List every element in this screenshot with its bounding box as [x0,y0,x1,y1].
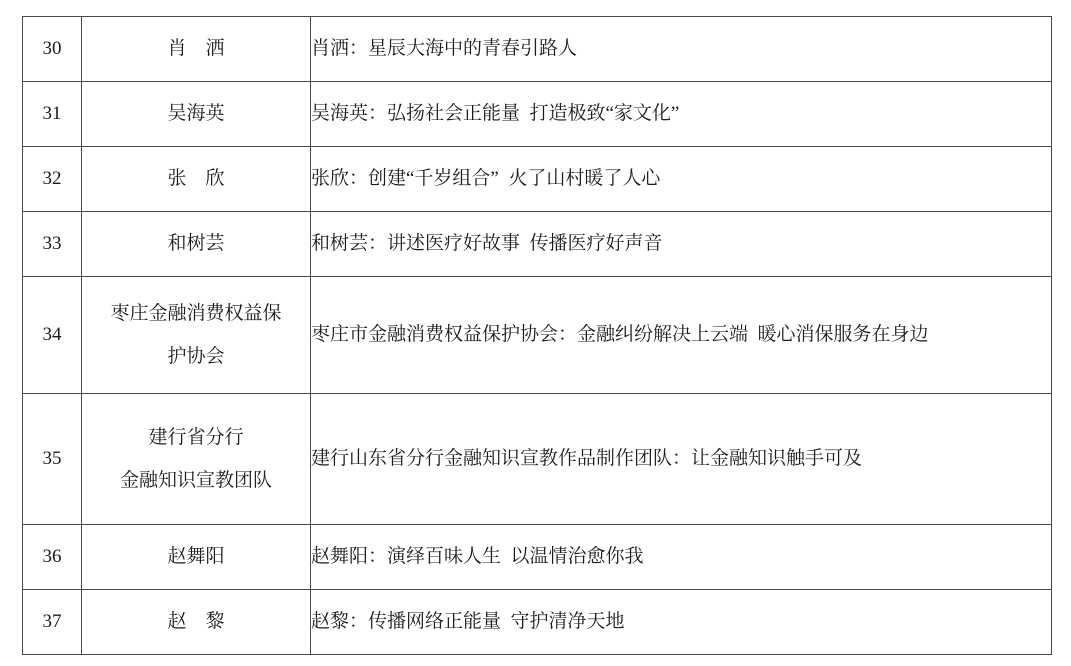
row-number-cell: 32 [23,147,82,212]
row-title-cell [311,17,1052,82]
row-number-cell: 31 [23,82,82,147]
row-title-cell [311,394,1052,525]
row-name-cell [82,277,311,394]
table-row [23,525,1052,590]
name-text: 和树芸 [167,233,225,255]
row-title-cell [311,590,1052,655]
name-text: 赵 黎 [167,611,225,633]
table-row [23,17,1052,82]
table-row [23,277,1052,394]
name-text-line1: 枣庄金融消费权益保 [110,302,282,324]
title-text: 枣庄市金融消费权益保护协会：金融纠纷解决上云端 暖心消保服务在身边 [311,324,929,346]
name-text: 肖 洒 [167,38,225,60]
title-text: 赵黎：传播网络正能量 守护清净天地 [311,611,625,633]
table-row [23,590,1052,655]
table-row [23,212,1052,277]
name-text-line2: 金融知识宣教团队 [119,470,272,491]
table-body [23,17,1052,655]
row-number-cell: 35 [23,394,82,525]
row-name-cell [82,394,311,525]
table-row [23,147,1052,212]
name-text-line1: 建行省分行 [148,426,244,448]
title-text: 和树芸：讲述医疗好故事 传播医疗好声音 [311,233,663,255]
awards-table [22,16,1052,655]
name-text: 赵舞阳 [167,546,225,568]
title-text: 建行山东省分行金融知识宣教作品制作团队：让金融知识触手可及 [311,448,863,470]
row-number-cell: 36 [23,525,82,590]
name-text: 吴海英 [167,103,225,125]
name-text: 张 欣 [167,168,225,190]
row-name-cell [82,212,311,277]
name-text-line2: 护协会 [167,346,225,367]
row-number-cell: 30 [23,17,82,82]
row-title-cell [311,277,1052,394]
row-name-cell [82,17,311,82]
row-title-cell [311,82,1052,147]
row-title-cell [311,525,1052,590]
title-text: 吴海英：弘扬社会正能量 打造极致“家文化” [311,103,680,125]
row-title-cell [311,212,1052,277]
title-text: 赵舞阳：演绎百味人生 以温情治愈你我 [311,546,644,568]
row-number-cell: 34 [23,277,82,394]
table-row [23,82,1052,147]
document-page [0,16,1071,666]
row-name-cell [82,590,311,655]
title-text: 张欣：创建“千岁组合” 火了山村暖了人心 [311,168,661,190]
row-name-cell [82,525,311,590]
row-name-cell [82,147,311,212]
title-text: 肖洒：星辰大海中的青春引路人 [311,38,578,60]
row-name-cell [82,82,311,147]
table-row [23,394,1052,525]
row-number-cell: 33 [23,212,82,277]
row-title-cell [311,147,1052,212]
row-number-cell: 37 [23,590,82,655]
